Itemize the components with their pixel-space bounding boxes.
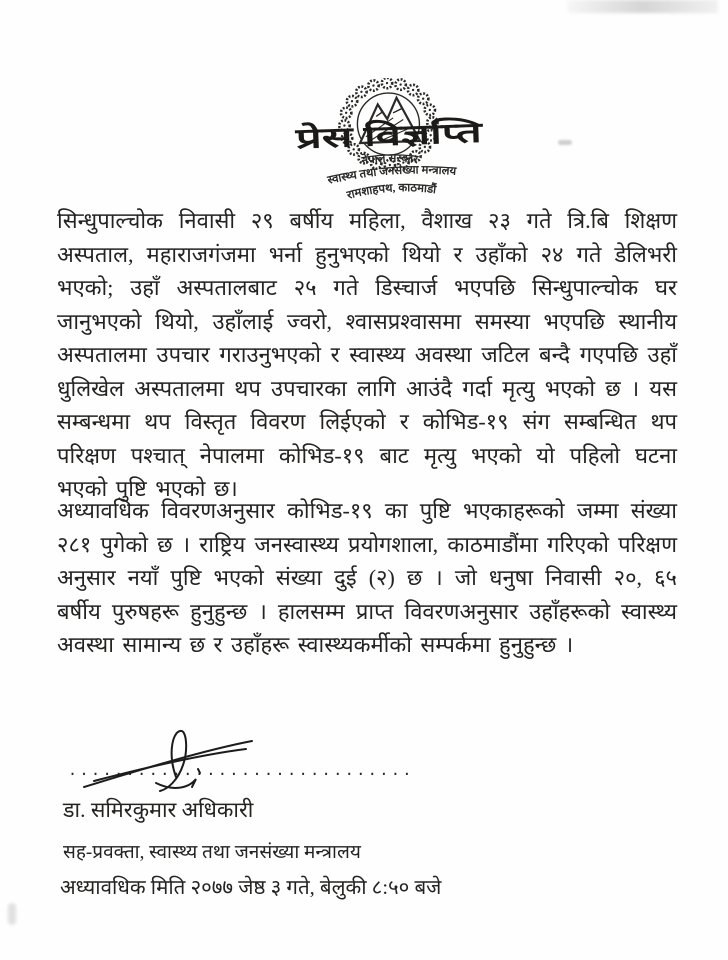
handwritten-signature-icon <box>80 725 280 797</box>
nepal-government-emblem-icon <box>280 74 499 206</box>
body-paragraph-2: अध्यावधिक विवरणअनुसार कोभिड-१९ का पुष्टि भएकाहरूको जम्मा संख्या २८१ पुगेको छ । राष्ट्रिय जनस्वास्थ्य प्रयोगशाला, काठमाडौंमा गरिएको परिक्षण अनुसार नयाँ पुष्टि भएको संख्या दुई (२) छ । जो धनुषा निवासी २०, ६५ बर्षीय पुरुषहरू हुनुहुन्छ । हालसम्म प्राप्त विवरणअनुसार उहाँहरूको स्वास्थ्य अवस्था सामान्य छ र उहाँहरू स्वास्थ्यकर्मीको सम्पर्कमा हुनुहुन्छ । <box>57 498 677 657</box>
signature-block <box>62 733 482 803</box>
scan-artifact <box>558 140 572 145</box>
org-address-line: रामशाहपथ, काठमाडौं <box>345 182 437 202</box>
scan-artifact <box>568 0 718 13</box>
signatory-name: डा. समिरकुमार अधिकारी <box>63 798 254 822</box>
signatory-title: सह-प्रवक्ता, स्वास्थ्य तथा जनसंख्या मन्त्रालय <box>63 842 361 863</box>
update-date-line: अध्यावधिक मिति २०७७ जेष्ठ ३ गते, बेलुकी ८:५० बजे <box>60 877 442 899</box>
press-release-overlay-text: प्रेस विज्ञप्ति <box>295 120 411 156</box>
signature-dotted-line: .............................. <box>68 761 414 779</box>
body-paragraph-1: सिन्धुपाल्चोक निवासी २९ बर्षीय महिला, वैशाख २३ गते त्रि.बि शिक्षण अस्पताल, महाराजगंजमा भर्ना हुनुभएको थियो र उहाँको २४ गते डेलिभरी भएको; उहाँ अस्पतालबाट २५ गते डिस्चार्ज भएपछि सिन्धुपाल्चोक घर जानुभएको थियो, उहाँलाई ज्वरो, श्वासप्रश्वासमा समस्या भएपछि स्थानीय अस्पतालमा उपचार गराउनुभएको र स्वास्थ्य अवस्था जटिल बन्दै गएपछि उहाँ धुलिखेल अस्पतालमा थप उपचारका लागि आउंदै गर्दा मृत्यु भएको छ । यस सम्बन्धमा थप विस्तृत विवरण लिईएको र कोभिड-१९ संग सम्बन्धित थप परिक्षण पश्चात् नेपालमा कोभिड-१९ बाट मृत्यु भएको यो पहिलो घटना भएको पुष्टि भएको छ। <box>57 208 677 501</box>
org-name-line2: स्वास्थ्य तथा जनसंख्या मन्त्रालय <box>326 164 457 187</box>
org-name-line1: नेपाल सरकार <box>360 152 419 168</box>
scan-artifact <box>8 903 16 925</box>
ministry-stamp <box>280 74 499 206</box>
